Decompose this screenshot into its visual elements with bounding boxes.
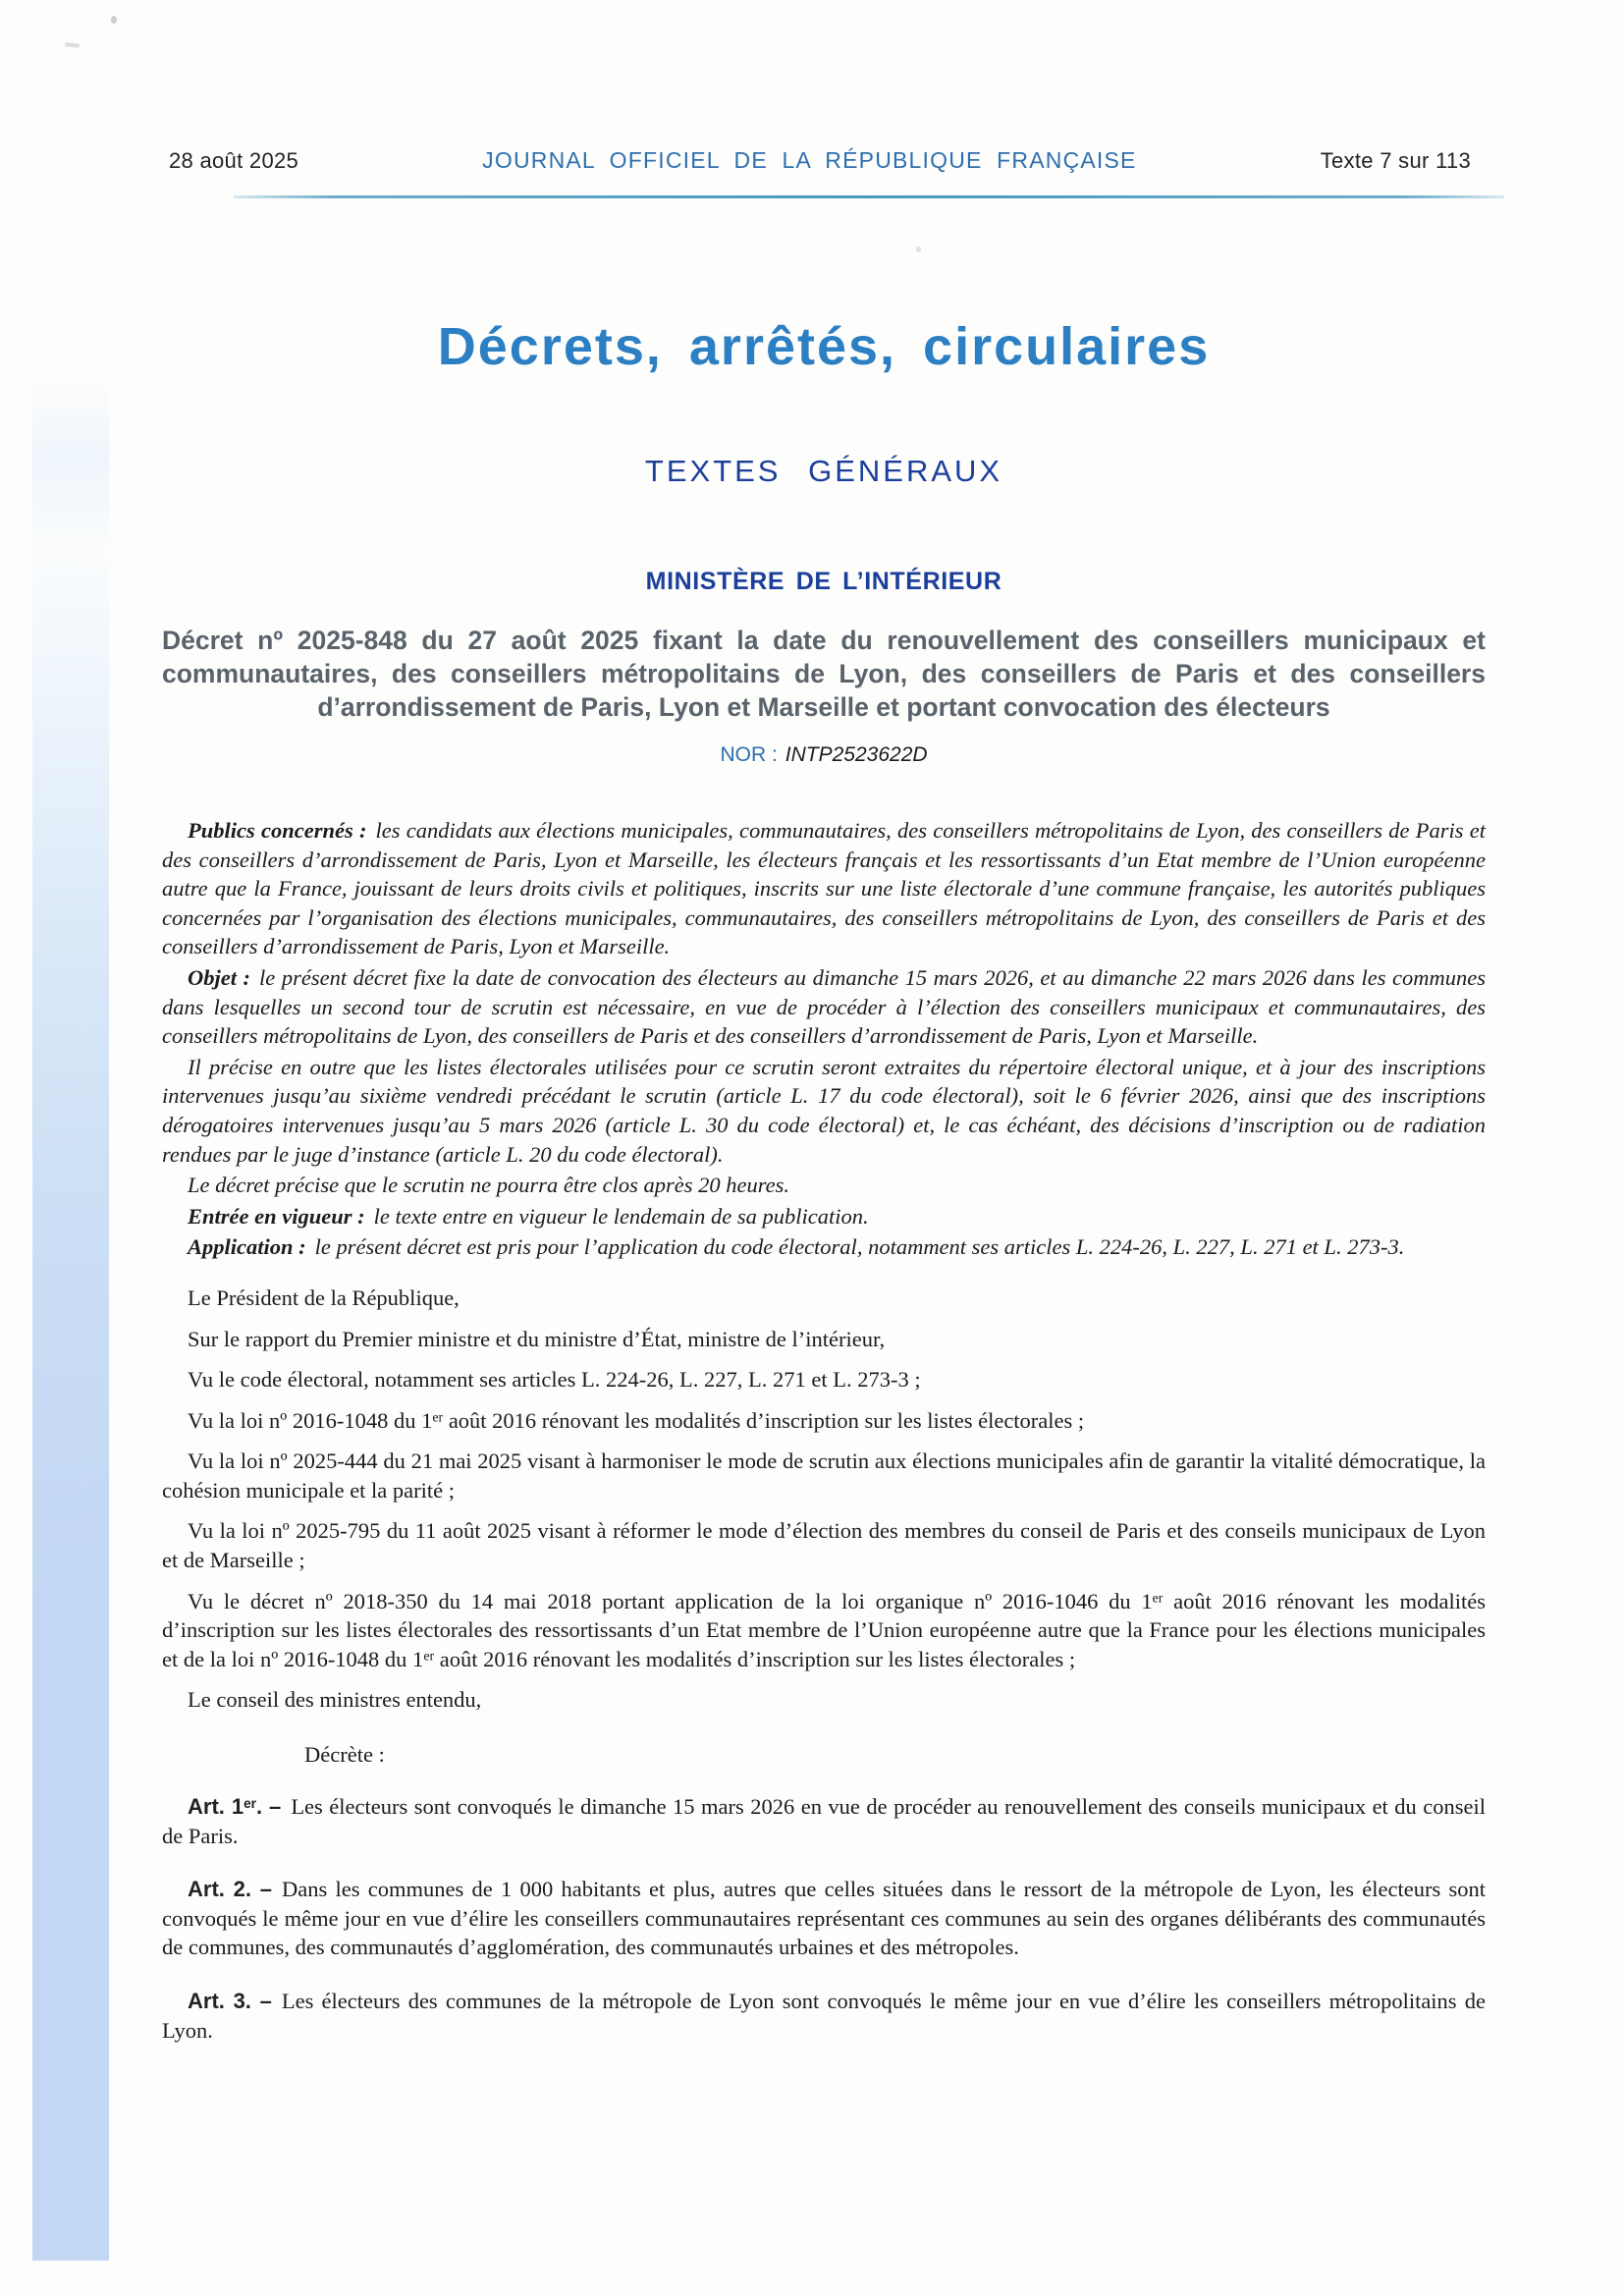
- article-1: [162, 1792, 1486, 1850]
- notice-text: Le décret précise que le scrutin ne pourra être clos après 20 heures.: [188, 1173, 789, 1198]
- preamble-paragraph: Le conseil des ministres entendu,: [188, 1687, 482, 1713]
- notice-text: Il précise en outre que les listes électorales utilisées pour ce scrutin seront extraites du répertoire électoral unique, et à jour des inscriptions intervenues jusqu’au sixième vendredi précédant le scrutin (article L. 17 du code électoral), soit le 6 février 2026, ainsi que des inscriptions dérogatoires intervenues jusqu’au 5 mars 2026 (article L. 30 du code électoral) et, le cas échéant, des décisions d’inscription ou de radiation rendues par le juge d’instance (article L. 20 du code électoral).: [162, 1054, 1486, 1167]
- article-label: Art. 3. –: [188, 1989, 272, 2013]
- article-2: [162, 1875, 1486, 1962]
- preamble-section: [162, 1284, 1486, 1715]
- notice-lead: Objet :: [188, 964, 251, 990]
- preamble-paragraph: Vu la loi nº 2025-795 du 11 août 2025 visant à réformer le mode d’élection des membres du conseil de Paris et des conseils municipaux de Lyon et de Marseille ;: [162, 1518, 1486, 1573]
- scan-artifact-speck: [916, 246, 921, 252]
- preamble-paragraph: Vu la loi nº 2025-444 du 21 mai 2025 visant à harmoniser le mode de scrutin aux élections municipales afin de garantir la vitalité démocratique, la cohésion municipale et la parité ;: [162, 1449, 1486, 1503]
- notice-paragraph: [162, 1232, 1486, 1262]
- document-body: [162, 295, 1486, 2045]
- notice-paragraph: [162, 1171, 1486, 1200]
- preamble-paragraph: Vu le code électoral, notamment ses articles L. 224-26, L. 227, L. 271 et L. 273-3 ;: [188, 1367, 921, 1393]
- article-text: Dans les communes de 1 000 habitants et plus, autres que celles situées dans le ressort de la métropole de Lyon, les électeurs sont convoqués le même jour en vue d’élire les conseillers communautaires représentant ces communes au sein des organes délibérants des communautés de communes, des communautés d’agglomération, des communautés urbaines et des métropoles.: [162, 1877, 1486, 1960]
- header-divider: [234, 195, 1504, 198]
- article-label: Art. 2. –: [188, 1877, 272, 1902]
- article-text: Les électeurs des communes de la métropole de Lyon sont convoqués le même jour en vue d’élire les conseillers métropolitains de Lyon.: [162, 1989, 1486, 2043]
- article-3: [162, 1987, 1486, 2045]
- journal-title: JOURNAL OFFICIEL DE LA RÉPUBLIQUE FRANÇAISE: [482, 147, 1137, 173]
- notice-paragraph: [162, 1202, 1486, 1231]
- notice-paragraph: [162, 816, 1486, 961]
- notice-lead: Entrée en vigueur :: [188, 1203, 365, 1229]
- enacting-formula: Décrète :: [304, 1742, 385, 1768]
- article-text: Les électeurs sont convoqués le dimanche 15 mars 2026 en vue de procéder au renouvellement des conseils municipaux et du conseil de Paris.: [162, 1794, 1486, 1848]
- notice-text: le présent décret est pris pour l’application du code électoral, notamment ses articles L. 224-26, L. 227, L. 271 et L. 273-3.: [314, 1234, 1405, 1260]
- scan-artifact-dot: [111, 16, 117, 24]
- scan-edge-strip: [32, 381, 109, 2261]
- notice-lead: Publics concernés :: [188, 818, 367, 843]
- section-title: Décrets, arrêtés, circulaires: [437, 317, 1211, 376]
- notice-section: [162, 816, 1486, 1262]
- notice-text: le texte entre en vigueur le lendemain de sa publication.: [373, 1203, 869, 1229]
- notice-lead: Application :: [188, 1234, 306, 1260]
- articles-section: [162, 1792, 1486, 2045]
- decree-title: Décret nº 2025-848 du 27 août 2025 fixant la date du renouvellement des conseillers municipaux et communautaires, des conseillers métropolitains de Lyon, des conseillers de Paris et des conseillers d’arrondissement de Paris, Lyon et Marseille et portant convocation des électeurs: [162, 626, 1486, 722]
- nor-label: NOR :: [720, 743, 778, 766]
- preamble-paragraph: Vu le décret nº 2018-350 du 14 mai 2018 portant application de la loi organique nº 2016-1046 du 1er août 2016 rénovant les modalités d’inscription sur les listes électorales des ressortissants d’un Etat membre de l’Union européenne autre que la France pour les élections municipales et de la loi nº 2016-1048 du 1er août 2016 rénovant les modalités d’inscription sur les listes électorales ;: [162, 1588, 1487, 1671]
- notice-paragraph: [162, 1053, 1486, 1169]
- ministry-heading: MINISTÈRE DE L’INTÉRIEUR: [645, 568, 1002, 595]
- scan-artifact-dash: [65, 42, 80, 48]
- notice-paragraph: [162, 963, 1486, 1051]
- header-date: 28 août 2025: [169, 148, 299, 173]
- nor-value: INTP2523622D: [785, 743, 928, 766]
- notice-text: les candidats aux élections municipales, communautaires, des conseillers métropolitains de Lyon, des conseillers de Paris et des conseillers d’arrondissement de Paris, Lyon et Marseille, les électeurs français et les ressortissants d’un Etat membre de l’Union européenne autre que la France, jouissant de leurs droits civils et politiques, inscrits sur une liste électorale d’une commune française, les autorités publiques concernées par l’organisation des élections municipales, communautaires, des conseillers métropolitains de Lyon, des conseillers de Paris et des conseillers d’arrondissement de Paris, Lyon et Marseille.: [162, 818, 1486, 959]
- notice-text: le présent décret fixe la date de convocation des électeurs au dimanche 15 mars 2026, et au dimanche 22 mars 2026 dans les communes dans lesquelles un second tour de scrutin est nécessaire, en vue de procéder à l’élection des conseillers municipaux et communautaires, des conseillers métropolitains de Lyon, des conseillers de Paris et des conseillers d’arrondissement de Paris, Lyon et Marseille.: [162, 964, 1487, 1049]
- article-label: Art. 1er. –: [188, 1794, 282, 1820]
- nor-line: [162, 743, 1486, 767]
- preamble-paragraph: Sur le rapport du Premier ministre et du ministre d’État, ministre de l’intérieur,: [188, 1326, 886, 1351]
- header-text-ref: Texte 7 sur 113: [1320, 148, 1471, 173]
- section-subtitle: TEXTES GÉNÉRAUX: [644, 454, 1003, 488]
- page-header: [169, 147, 1471, 174]
- preamble-paragraph: Le Président de la République,: [188, 1285, 460, 1310]
- preamble-paragraph: Vu la loi nº 2016-1048 du 1er août 2016 rénovant les modalités d’inscription sur les listes électorales ;: [188, 1407, 1085, 1433]
